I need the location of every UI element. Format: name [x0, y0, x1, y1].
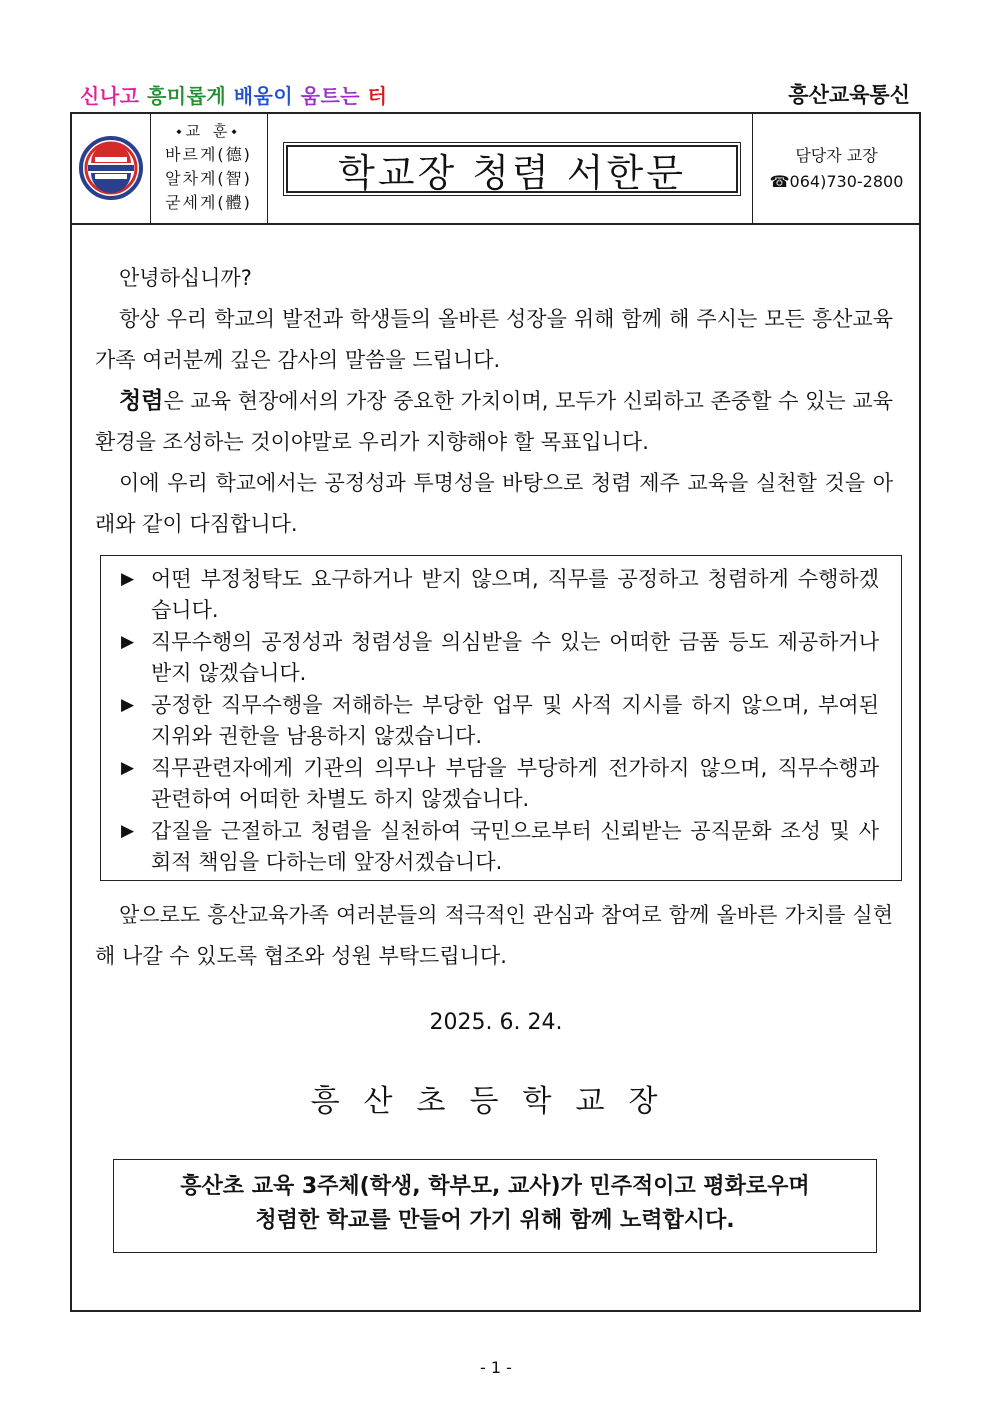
letter-date: 2025. 6. 24. [429, 1010, 563, 1035]
slogan-part-3: 배움이 [233, 84, 301, 108]
pledge-text: 공정한 직무수행을 저해하는 부당한 업무 및 사적 지시를 하지 않으며, 부여된 지위와 권한을 남용하지 않겠습니다. [151, 693, 879, 748]
list-item [121, 753, 879, 815]
list-item [121, 816, 879, 878]
pledge-list [100, 555, 902, 881]
pledge-text: 직무관련자에게 기관의 의무나 부담을 부당하게 전가하지 않으며, 직무수행과 관련하여 어떠한 차별도 하지 않겠습니다. [151, 756, 879, 811]
bottom-message-line-2: 청렴한 학교를 만들어 가기 위해 함께 노력합시다. [255, 1208, 735, 1233]
list-item [121, 627, 879, 689]
slogan-part-4: 움트는 [300, 84, 368, 108]
newsletter-name: 흥산교육통신 [788, 83, 910, 107]
bottom-message-line-1: 흥산초 교육 3주체(학생, 학부모, 교사)가 민주적이고 평화로우며 [180, 1174, 810, 1199]
letter-body [95, 258, 893, 545]
motto-line: 굳세게(體) [165, 193, 252, 212]
contact-info [752, 113, 920, 223]
paragraph-2 [95, 381, 893, 463]
contact-phone: ☎064)730-2800 [769, 172, 904, 191]
paragraph-2-text: 은 교육 현장에서의 가장 중요한 가치이며, 모두가 신뢰하고 존중할 수 있는 교육 환경을 조성하는 것이야말로 우리가 지향해야 할 목표입니다. [95, 389, 893, 454]
paragraph-1: 항상 우리 학교의 발전과 학생들의 올바른 성장을 위해 함께 해 주시는 모든 흥산교육가족 여러분께 깊은 감사의 말씀을 드립니다. [95, 307, 893, 372]
page-number: - 1 - [480, 1358, 512, 1377]
contact-person: 담당자 교장 [795, 146, 878, 165]
signature: 흥산초등학교장 [310, 1084, 682, 1119]
pledge-text: 직무수행의 공정성과 청렴성을 의심받을 수 있는 어떠한 금품 등도 제공하거나 받지 않겠습니다. [151, 630, 879, 685]
document-title: 학교장 청렴 서한문 [286, 145, 738, 193]
school-motto [150, 113, 268, 223]
closing-text: 앞으로도 흥산교육가족 여러분들의 적극적인 관심과 참여로 함께 올바른 가치를 실현해 나갈 수 있도록 협조와 성원 부탁드립니다. [95, 903, 893, 968]
school-logo-cell [70, 113, 151, 223]
pledge-text: 갑질을 근절하고 청렴을 실천하여 국민으로부터 신뢰받는 공직문화 조성 및 사회적 책임을 다하는데 앞장서겠습니다. [151, 819, 879, 874]
header [70, 113, 920, 225]
slogan [80, 80, 387, 109]
pledge-text: 어떤 부정청탁도 요구하거나 받지 않으며, 직무를 공정하고 청렴하게 수행하겠습니다. [151, 567, 879, 622]
list-item [121, 564, 879, 626]
triangle-bullet-icon: ▶ [121, 695, 135, 715]
closing-paragraph [95, 895, 893, 977]
paragraph-2-emphasis: 청렴 [119, 388, 164, 414]
motto-title: ⬩교 훈⬩ [176, 122, 241, 140]
slogan-part-5: 터 [367, 84, 388, 108]
triangle-bullet-icon: ▶ [121, 632, 135, 652]
slogan-part-1: 신나고 [80, 84, 147, 108]
bottom-message [113, 1159, 877, 1253]
slogan-part-2: 흥미롭게 [146, 84, 234, 108]
greeting: 안녕하십니까? [119, 266, 252, 290]
school-logo-icon [70, 113, 150, 223]
list-item [121, 690, 879, 752]
triangle-bullet-icon: ▶ [121, 821, 135, 841]
triangle-bullet-icon: ▶ [121, 569, 135, 589]
paragraph-3: 이에 우리 학교에서는 공정성과 투명성을 바탕으로 청렴 제주 교육을 실천할 것을 아래와 같이 다짐합니다. [95, 471, 893, 536]
motto-line: 바르게(德) [165, 145, 252, 164]
triangle-bullet-icon: ▶ [121, 758, 135, 778]
motto-line: 알차게(智) [165, 169, 252, 188]
